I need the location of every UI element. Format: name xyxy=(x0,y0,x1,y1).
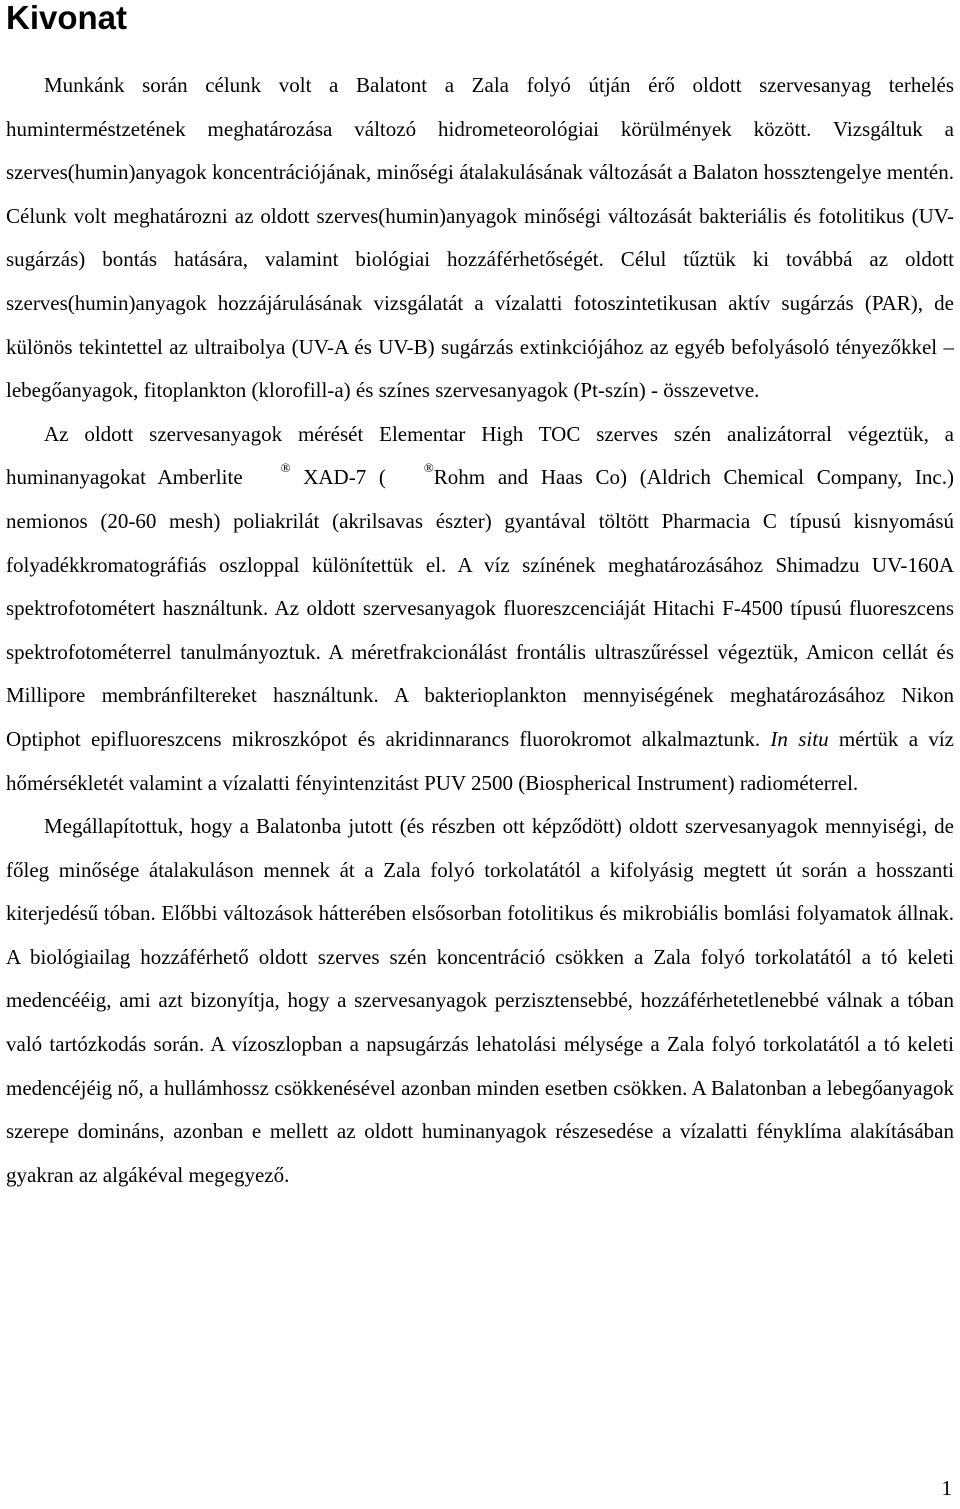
page-number: 1 xyxy=(941,1476,952,1500)
abstract-body xyxy=(6,64,954,1197)
methods-text-part-3: Rohm and Haas Co) (Aldrich Chemical Company, Inc.) nemionos (20-60 mesh) poliakrilát (akrilsavas észter) gyantával töltött Pharmacia C típusú kisnyomású folyadékkromatográfiás oszloppal különítettük el. A víz színének meghatározásához Shimadzu UV-160A spektrofotométert használtunk. Az oldott szervesanyagok fluoreszcenciáját Hitachi F-4500 típusú fluoreszcens spektrofotométerrel tanulmányoztuk. A méretfrakcionálást frontális ultraszűréssel végeztük, Amicon cellát és Millipore membránfiltereket használtunk. A bakterioplankton mennyiségének meghatározásához Nikon Optiphot epifluoreszcens mikroszkópot és akridinnarancs fluorokromot alkalmaztunk. xyxy=(6,465,954,751)
page-title: Kivonat xyxy=(6,0,128,36)
in-situ-italic: In situ xyxy=(770,726,829,751)
methods-text-part-1: Az oldott szervesanyagok mérését Elementar High TOC szerves szén analizátorral végeztük, a huminanyagokat Amberlite xyxy=(6,421,954,490)
abstract-paragraph-methods xyxy=(6,413,954,805)
registered-trademark-symbol: ® xyxy=(280,460,291,476)
methods-text-part-4: mértük a víz hőmérsékletét valamint a vízalatti fényintenzitást PUV 2500 (Biospherical Instrument) radiométerrel. xyxy=(6,726,954,795)
registered-trademark-symbol: ® xyxy=(423,460,434,476)
methods-text-part-2: XAD-7 ( xyxy=(290,465,386,490)
abstract-paragraph-findings: Megállapítottuk, hogy a Balatonba jutott (és részben ott képződött) oldott szervesanyagok mennyiségi, de főleg minősége átalakuláson mennek át a Zala folyó torkolatától a kifolyásig megtett út során a hosszanti kiterjedésű tóban. Előbbi változások hátterében elsősorban fotolitikus és mikrobiális bomlási folyamatok állnak. A biológiailag hozzáférhető oldott szerves szén koncentráció csökken a Zala folyó torkolatától a tó keleti medencééig, ami azt bizonyítja, hogy a szervesanyagok perzisztensebbé, hozzáférhetetlenebbé válnak a tóban való tartózkodás során. A vízoszlopban a napsugárzás lehatolási mélysége a Zala folyó torkolatától a tó keleti medencéjéig nő, a hullámhossz csökkenésével azonban minden esetben csökken. A Balatonban a lebegőanyagok szerepe domináns, azonban e mellett az oldott huminanyagok részesedése a vízalatti fényklíma alakításában gyakran az algákéval megegyező. xyxy=(6,814,954,1187)
abstract-paragraph-objectives: Munkánk során célunk volt a Balatont a Zala folyó útján érő oldott szervesanyag terhelés huminterméstzetének meghatározása változó hidrometeorológiai körülmények között. Vizsgáltuk a szerves(humin)anyagok koncentrációjának, minőségi átalakulásának változását a Balaton hossztengelye mentén. Célunk volt meghatározni az oldott szerves(humin)anyagok minőségi változását bakteriális és fotolitikus (UV-sugárzás) bontás hatására, valamint biológiai hozzáférhetőségét. Célul tűztük ki továbbá az oldott szerves(humin)anyagok hozzájárulásának vizsgálatát a vízalatti fotoszintetikusan aktív sugárzás (PAR), de különös tekintettel az ultraibolya (UV-A és UV-B) sugárzás extinkciójához az egyéb befolyásoló tényezőkkel – lebegőanyagok, fitoplankton (klorofill-a) és színes szervesanyagok (Pt-szín) - összevetve. xyxy=(6,73,954,403)
